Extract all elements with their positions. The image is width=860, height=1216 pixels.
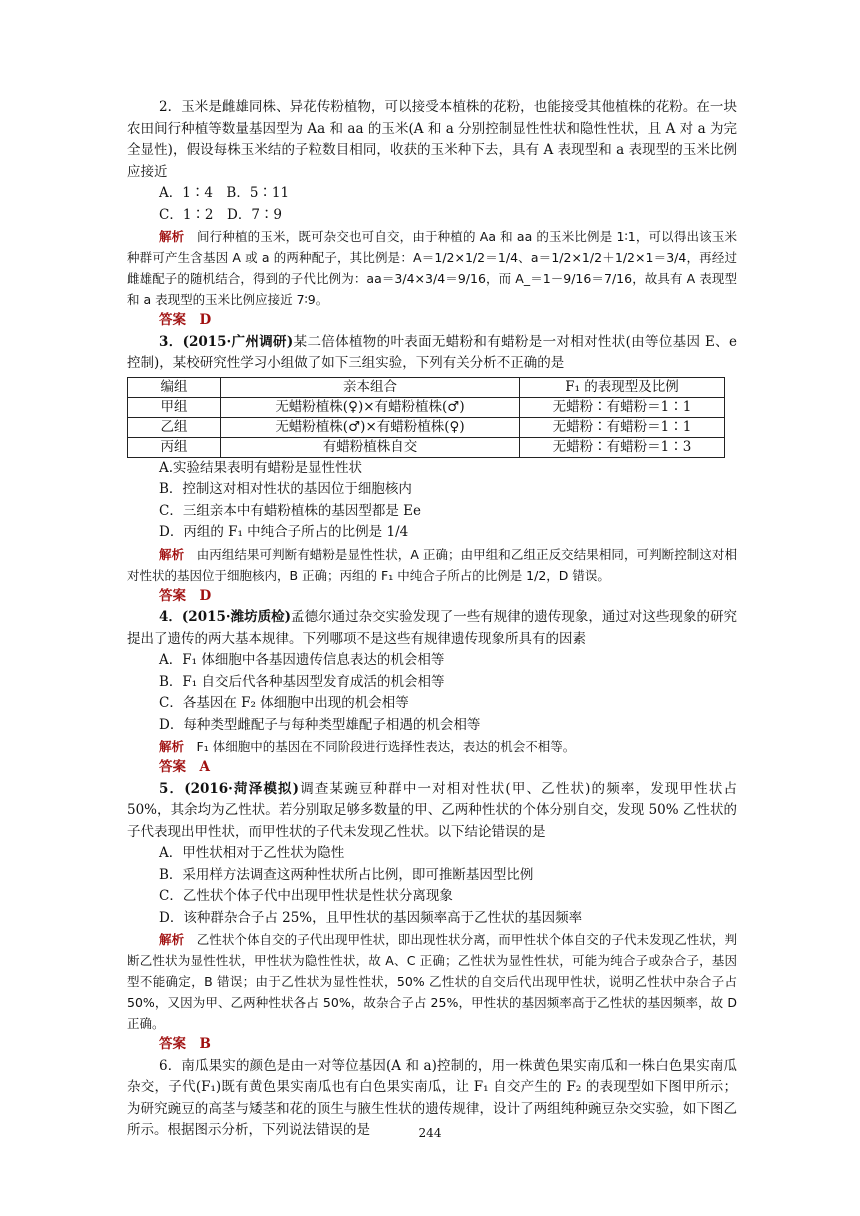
table-header: F₁ 的表现型及比例 — [520, 377, 725, 397]
q4-explanation — [127, 736, 737, 757]
q2-answer — [127, 310, 737, 332]
table-cell: 有蜡粉植株自交 — [221, 437, 520, 457]
q4-source: (2015·潍坊质检) — [181, 609, 292, 625]
q5-stem — [127, 779, 737, 844]
explanation-text: 由丙组结果可判断有蜡粉是显性性状，A 正确；由甲组和乙组正反交结果相同，可判断控制这对相对性状的基因位于细胞核内，B 正确；丙组的 F₁ 中纯合子所占的比例是 1/2，D 错误。 — [127, 546, 737, 583]
explanation-label: 解析 — [159, 739, 185, 754]
q4-option-d: D．每种类型雌配子与每种类型雄配子相遇的机会相等 — [159, 716, 481, 733]
q3-source: (2015·广州调研) — [182, 333, 294, 350]
q5-number: 5． — [159, 780, 185, 797]
q5-source: (2016·菏泽模拟) — [184, 780, 300, 797]
answer-label: 答案 — [159, 312, 186, 328]
q5-explanation — [127, 929, 737, 1034]
q5-option-c: C．乙性状个体子代中出现甲性状是性状分离现象 — [159, 888, 453, 904]
table-cell: 无蜡粉∶有蜡粉＝1∶1 — [520, 397, 725, 417]
answer-value: D — [199, 312, 212, 328]
table-cell: 甲组 — [128, 397, 221, 417]
explanation-label: 解析 — [159, 932, 185, 947]
q4-option-b: B．F₁ 自交后代各种基因型发育成活的机会相等 — [159, 673, 445, 690]
q4-option-c: C．各基因在 F₂ 体细胞中出现的机会相等 — [159, 695, 409, 711]
q4-number: 4． — [159, 609, 182, 625]
table-cell: 丙组 — [128, 437, 221, 457]
q3-data-table — [127, 377, 725, 458]
q3-number: 3． — [159, 333, 183, 350]
q3-stem — [127, 332, 737, 375]
explanation-text: 乙性状个体自交的子代出现甲性状，即出现性状分离，而甲性状个体自交的子代未发现乙性状，判断乙性状为显性性状，甲性状为隐性性状，故 A、C 正确；乙性状为显性性状，可能为纯合子或杂合子，基因型不能确定，B 错误；由于乙性状为显性性状，50% 乙性状的自交后代出现甲性状，说明乙性状中杂合子占 50%，又因为甲、乙两种性状各占 50%，故杂合子占 25%，甲性状的基因频率高于乙性状的基因频率，故 D 正确。 — [127, 932, 737, 1031]
q5-option-d: D．该种群杂合子占 25%，且甲性状的基因频率高于乙性状的基因频率 — [159, 909, 583, 926]
q3-option-a: A.实验结果表明有蜡粉是显性性状 — [159, 459, 363, 476]
q5-option-a: A．甲性状相对于乙性状为隐性 — [159, 845, 345, 861]
q5-option-b: B．采用样方法调查这两种性状所占比例，即可推断基因型比例 — [159, 866, 534, 883]
q3-option-b: B．控制这对相对性状的基因位于细胞核内 — [159, 481, 412, 497]
table-cell: 无蜡粉∶有蜡粉＝1∶1 — [520, 417, 725, 437]
q3-option-c: C．三组亲本中有蜡粉植株的基因型都是 Ee — [159, 502, 421, 519]
q3-explanation — [127, 544, 737, 586]
table-header: 编组 — [128, 377, 221, 397]
explanation-text: F₁ 体细胞中的基因在不同阶段进行选择性表达，表达的机会不相等。 — [196, 739, 576, 754]
table-cell: 无蜡粉∶有蜡粉＝1∶3 — [520, 437, 725, 457]
answer-value: D — [199, 587, 212, 604]
q5-answer — [127, 1034, 737, 1056]
table-cell: 无蜡粉植株(♀)×有蜡粉植株(♂) — [221, 397, 520, 417]
q4-answer — [127, 757, 737, 779]
answer-label: 答案 — [159, 759, 186, 775]
q3-stem-text: 某二倍体植物的叶表面无蜡粉和有蜡粉是一对相对性状(由等位基因 E、e 控制)，某校研究性学习小组做了如下三组实验，下列有关分析不正确的是 — [127, 333, 737, 371]
explanation-label: 解析 — [159, 229, 185, 244]
table-header-row — [128, 377, 725, 397]
answer-value: A — [199, 759, 210, 775]
q2-options-cd: C．1∶2 D．7∶9 — [159, 206, 283, 223]
answer-label: 答案 — [159, 1036, 186, 1052]
table-cell: 乙组 — [128, 417, 221, 437]
page-number: 244 — [418, 1126, 442, 1140]
table-row — [128, 437, 725, 457]
q2-explanation — [127, 226, 737, 310]
answer-value: B — [199, 1036, 211, 1052]
q2-options-ab: A．1∶4 B．5∶11 — [159, 185, 290, 201]
table-cell: 无蜡粉植株(♂)×有蜡粉植株(♀) — [221, 417, 520, 437]
q3-option-d: D．丙组的 F₁ 中纯合子所占的比例是 1/4 — [159, 524, 409, 540]
q5-stem-text: 调查某豌豆种群中一对相对性状(甲、乙性状)的频率，发现甲性状占 50%，其余均为乙性状。若分别取足够多数量的甲、乙两种性状的个体分别自交，发现 50% 乙性状的子代表现出甲性状，而甲性状的子代未发现乙性状。以下结论错误的是 — [127, 780, 737, 840]
q3-answer — [127, 586, 737, 608]
q4-stem — [127, 607, 737, 650]
q4-option-a: A．F₁ 体细胞中各基因遗传信息表达的机会相等 — [159, 652, 445, 668]
q6-stem: 6．南瓜果实的颜色是由一对等位基因(A 和 a)控制的，用一株黄色果实南瓜和一株白色果实南瓜杂交，子代(F₁)既有黄色果实南瓜也有白色果实南瓜，让 F₁ 自交产生的 F₂ 的表现型如下图甲所示；为研究豌豆的高茎与矮茎和花的顶生与腋生性状的遗传规律，设计了两组纯种豌豆杂交实验，如下图乙所示。根据图示分析，下列说法错误的是 — [127, 1057, 737, 1138]
page-content — [127, 97, 737, 1142]
explanation-text: 间行种植的玉米，既可杂交也可自交，由于种植的 Aa 和 aa 的玉米比例是 1∶1，可以得出该玉米种群可产生含基因 A 或 a 的两种配子，其比例是：A＝1/2×1/2＝1/4、a＝1/2×1/2＋1/2×1＝3/4，再经过雌雄配子的随机结合，得到的子代比例为：aa＝3/4×3/4＝9/16，而 A_＝1－9/16＝7/16，故具有 A 表现型和 a 表现型的玉米比例应接近 7∶9。 — [127, 229, 737, 307]
table-header: 亲本组合 — [221, 377, 520, 397]
answer-label: 答案 — [159, 587, 186, 604]
table-row — [128, 417, 725, 437]
table-row — [128, 397, 725, 417]
q2-stem: 2．玉米是雌雄同株、异花传粉植物，可以接受本植株的花粉，也能接受其他植株的花粉。在一块农田间行种植等数量基因型为 Aa 和 aa 的玉米(A 和 a 分别控制显性性状和隐性性状，且 A 对 a 为完全显性)，假设每株玉米结的子粒数目相同，收获的玉米种下去，具有 A 表现型和 a 表现型的玉米比例应接近 — [127, 99, 737, 180]
q4-stem-text: 孟德尔通过杂交实验发现了一些有规律的遗传现象，通过对这些现象的研究提出了遗传的两大基本规律。下列哪项不是这些有规律遗传现象所具有的因素 — [127, 609, 737, 647]
explanation-label: 解析 — [159, 546, 185, 562]
